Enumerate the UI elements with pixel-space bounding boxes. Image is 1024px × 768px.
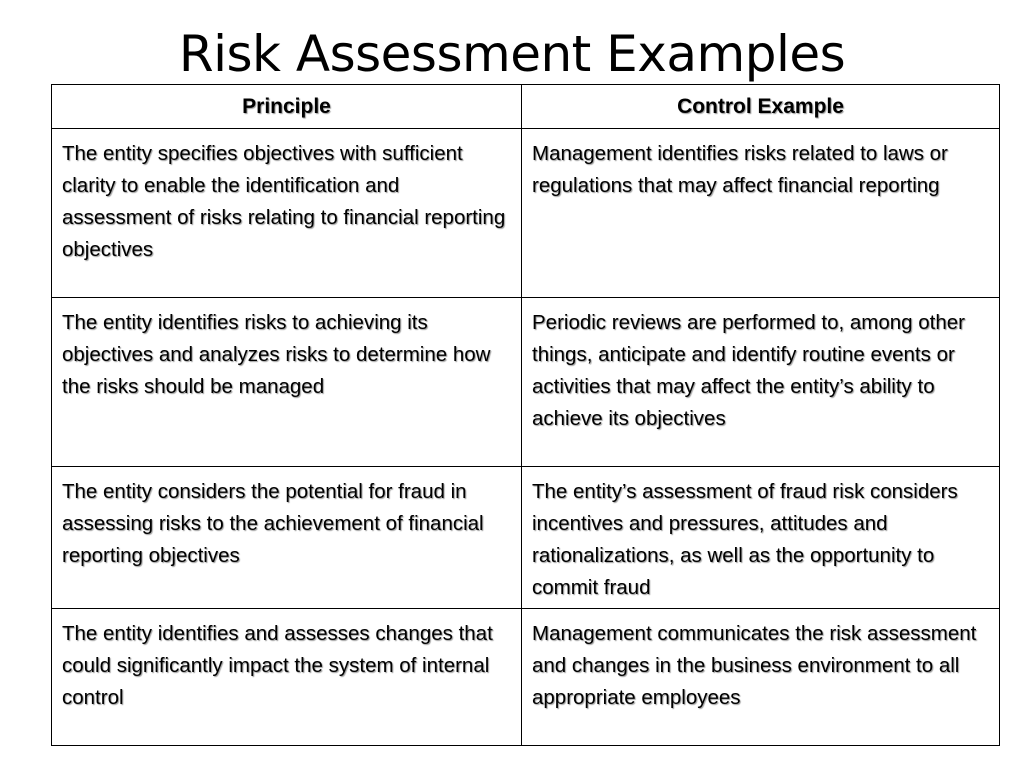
- risk-assessment-table: [51, 84, 1000, 746]
- table-row: [52, 129, 1000, 298]
- table-row: [52, 298, 1000, 467]
- table-row: [52, 609, 1000, 746]
- principle-cell: The entity identifies risks to achieving its objectives and analyzes risks to determine how the risks should be managed: [52, 298, 522, 467]
- control-example-cell: Periodic reviews are performed to, among other things, anticipate and identify routine events or activities that may affect the entity’s ability to achieve its objectives: [522, 298, 1000, 467]
- principle-cell: The entity identifies and assesses changes that could significantly impact the system of internal control: [52, 609, 522, 746]
- control-example-cell: Management communicates the risk assessment and changes in the business environment to all appropriate employees: [522, 609, 1000, 746]
- table-header-row: [52, 85, 1000, 129]
- principle-cell: The entity specifies objectives with sufficient clarity to enable the identification and assessment of risks relating to financial reporting objectives: [52, 129, 522, 298]
- principle-cell: The entity considers the potential for fraud in assessing risks to the achievement of financial reporting objectives: [52, 467, 522, 609]
- control-example-cell: The entity’s assessment of fraud risk considers incentives and pressures, attitudes and rationalizations, as well as the opportunity to commit fraud: [522, 467, 1000, 609]
- header-principle: Principle: [52, 85, 522, 129]
- table-row: [52, 467, 1000, 609]
- header-control-example: Control Example: [522, 85, 1000, 129]
- slide-title: Risk Assessment Examples: [178, 25, 846, 83]
- control-example-cell: Management identifies risks related to laws or regulations that may affect financial reporting: [522, 129, 1000, 298]
